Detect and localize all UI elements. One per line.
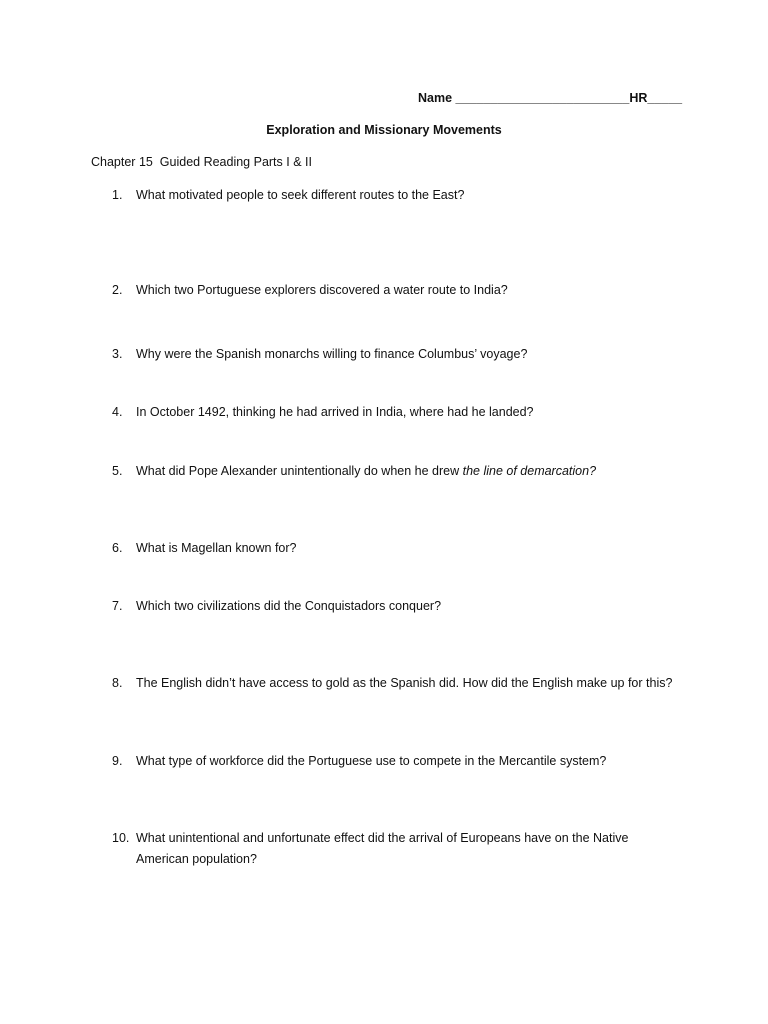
question-text: In October 1492, thinking he had arrived in India, where had he landed? — [136, 405, 534, 419]
question-text: What is Magellan known for? — [136, 541, 297, 555]
question-item — [112, 185, 712, 206]
question-number: 9. — [112, 754, 123, 768]
question-text-plain: What did Pope Alexander unintentionally do when he drew — [136, 464, 463, 478]
question-item — [112, 538, 712, 559]
question-text-italic: the line of demarcation? — [462, 464, 597, 478]
question-number: 7. — [112, 599, 123, 613]
question-text: Which two Portuguese explorers discovered a water route to India? — [136, 283, 508, 297]
question-text: Why were the Spanish monarchs willing to finance Columbus’ voyage? — [136, 347, 528, 361]
question-text — [136, 461, 712, 482]
name-hr-line: Name _________________________HR_____ — [418, 91, 683, 105]
question-number: 5. — [112, 464, 123, 478]
question-item — [112, 344, 712, 365]
page-title: Exploration and Missionary Movements — [266, 123, 502, 137]
question-text: What motivated people to seek different routes to the East? — [136, 188, 465, 202]
question-item — [112, 751, 712, 772]
question-number: 4. — [112, 405, 123, 419]
question-item — [112, 461, 712, 482]
question-number: 10. — [112, 831, 130, 845]
question-text: The English didn’t have access to gold as the Spanish did. How did the English make up for this? — [136, 676, 673, 690]
question-number: 8. — [112, 676, 123, 690]
question-item — [112, 280, 712, 301]
question-number: 1. — [112, 188, 123, 202]
question-text: What type of workforce did the Portuguese use to compete in the Mercantile system? — [136, 754, 607, 768]
chapter-subtitle: Chapter 15 Guided Reading Parts I & II — [91, 155, 312, 169]
question-item — [112, 402, 712, 423]
question-text: Which two civilizations did the Conquistadors conquer? — [136, 599, 442, 613]
question-number: 6. — [112, 541, 123, 555]
question-number: 2. — [112, 283, 123, 297]
question-item — [112, 673, 712, 694]
question-item — [112, 828, 652, 870]
question-item — [112, 596, 712, 617]
question-number: 3. — [112, 347, 123, 361]
question-text: What unintentional and unfortunate effect did the arrival of Europeans have on the Native American population? — [136, 831, 629, 866]
